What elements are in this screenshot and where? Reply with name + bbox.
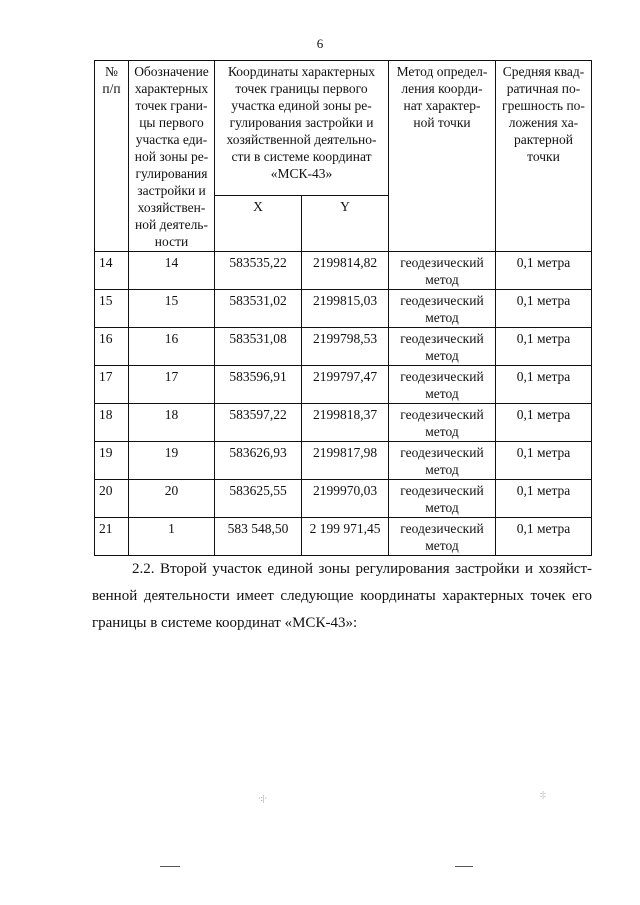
header-coordinates: Координаты характерных точек границы первого участка единой зоны ре- гулирования застройки и хозяйственной деятельно- сти в системе координат «МСК-43»: [215, 61, 389, 196]
row-num-cell: 18: [95, 404, 129, 442]
section-paragraph: [92, 556, 592, 637]
row-num-cell: 19: [95, 442, 129, 480]
scan-mark: [455, 866, 473, 867]
table-row: [95, 290, 592, 328]
table-row: [95, 366, 592, 404]
header-x: X: [215, 196, 302, 252]
row-x-cell: 583625,55: [215, 480, 302, 518]
row-error-cell: 0,1 метра: [496, 290, 592, 328]
table-row: [95, 328, 592, 366]
row-y-cell: 2 199 971,45: [302, 518, 389, 556]
row-method-cell: геодезический метод: [389, 366, 496, 404]
row-y-cell: 2199818,37: [302, 404, 389, 442]
page-number: 6: [316, 36, 324, 51]
row-method-cell: геодезический метод: [389, 518, 496, 556]
paragraph-text: 2.2. Второй участок единой зоны регулирования застройки и хозяйст-венной деятельности имеет следующие координаты характерных точек его границы в системе координат «МСК-43»:: [92, 561, 592, 631]
table-row: [95, 480, 592, 518]
row-method-cell: геодезический метод: [389, 442, 496, 480]
row-method-cell: геодезический метод: [389, 252, 496, 290]
coordinates-table: [94, 60, 592, 556]
row-point-cell: 19: [129, 442, 215, 480]
row-error-cell: 0,1 метра: [496, 404, 592, 442]
row-method-cell: геодезический метод: [389, 404, 496, 442]
row-num-cell: 14: [95, 252, 129, 290]
row-num-cell: 17: [95, 366, 129, 404]
row-x-cell: 583626,93: [215, 442, 302, 480]
row-y-cell: 2199797,47: [302, 366, 389, 404]
row-num-cell: 15: [95, 290, 129, 328]
row-y-cell: 2199817,98: [302, 442, 389, 480]
row-num-cell: 21: [95, 518, 129, 556]
scan-mark: [160, 866, 180, 867]
row-x-cell: 583 548,50: [215, 518, 302, 556]
row-point-cell: 15: [129, 290, 215, 328]
scan-speck: :|:: [540, 790, 547, 799]
header-designation: Обозначение характерных точек грани- цы первого участка еди- ной зоны ре- гулирования застройки и хозяйствен- ной деятель- ности: [129, 61, 215, 252]
row-num-cell: 16: [95, 328, 129, 366]
row-y-cell: 2199970,03: [302, 480, 389, 518]
row-method-cell: геодезический метод: [389, 480, 496, 518]
row-error-cell: 0,1 метра: [496, 442, 592, 480]
row-y-cell: 2199815,03: [302, 290, 389, 328]
row-error-cell: 0,1 метра: [496, 518, 592, 556]
row-error-cell: 0,1 метра: [496, 328, 592, 366]
table-row: [95, 404, 592, 442]
row-point-cell: 17: [129, 366, 215, 404]
row-point-cell: 14: [129, 252, 215, 290]
row-method-cell: геодезический метод: [389, 290, 496, 328]
header-num: № п/п: [95, 61, 129, 252]
row-y-cell: 2199814,82: [302, 252, 389, 290]
table-row: [95, 518, 592, 556]
row-point-cell: 20: [129, 480, 215, 518]
row-error-cell: 0,1 метра: [496, 366, 592, 404]
row-x-cell: 583531,08: [215, 328, 302, 366]
row-point-cell: 1: [129, 518, 215, 556]
row-method-cell: геодезический метод: [389, 328, 496, 366]
row-x-cell: 583597,22: [215, 404, 302, 442]
row-error-cell: 0,1 метра: [496, 480, 592, 518]
row-point-cell: 16: [129, 328, 215, 366]
header-y: Y: [302, 196, 389, 252]
row-num-cell: 20: [95, 480, 129, 518]
table-row: [95, 442, 592, 480]
row-x-cell: 583535,22: [215, 252, 302, 290]
row-x-cell: 583596,91: [215, 366, 302, 404]
header-method: Метод определ- ления коорди- нат характер- ной точки: [389, 61, 496, 252]
table-row: [95, 252, 592, 290]
scan-speck: ·:|·: [258, 794, 268, 803]
header-error: Средняя квад- ратичная по- грешность по- ложения ха- рактерной точки: [496, 61, 592, 252]
row-error-cell: 0,1 метра: [496, 252, 592, 290]
row-x-cell: 583531,02: [215, 290, 302, 328]
row-y-cell: 2199798,53: [302, 328, 389, 366]
row-point-cell: 18: [129, 404, 215, 442]
